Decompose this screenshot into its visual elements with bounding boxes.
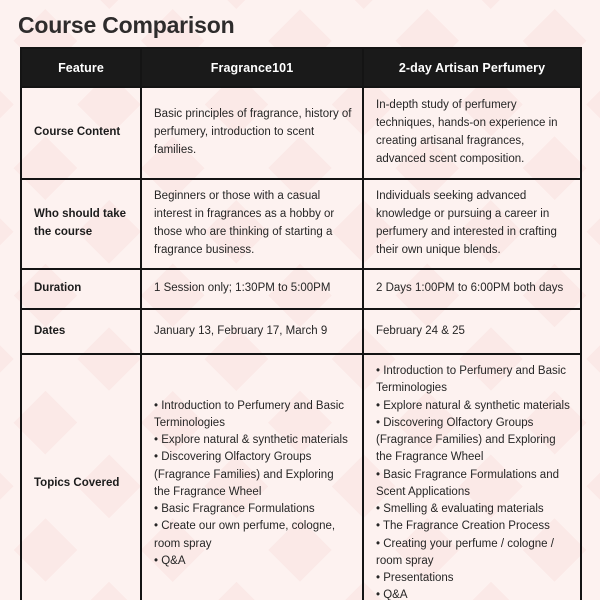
topic-item: • Basic Fragrance Formulations and Scent Applications <box>376 468 559 498</box>
header-cell-artisan-perfumery: 2-day Artisan Perfumery <box>363 48 581 87</box>
topic-item: • Introduction to Perfumery and Basic Terminologies <box>154 399 345 429</box>
header-cell-fragrance101: Fragrance101 <box>141 48 363 87</box>
row-label-who-should-take: Who should take the course <box>21 179 141 269</box>
table-row-who-should-take <box>21 179 581 269</box>
topic-item: • Explore natural & synthetic materials <box>376 399 570 412</box>
page-title: Course Comparison <box>18 12 235 38</box>
table-row-topics-covered <box>21 354 581 600</box>
cell-who-should-take-artisan: Individuals seeking advanced knowledge or pursuing a career in perfumery and interested in crafting their own unique blends. <box>363 179 581 269</box>
cell-who-should-take-fragrance101: Beginners or those with a casual interest in fragrances as a hobby or those who are thinking of starting a fragrance business. <box>141 179 363 269</box>
cell-topics-artisan <box>363 354 581 600</box>
course-comparison-table <box>20 47 582 600</box>
topic-item: • Q&A <box>376 589 408 600</box>
topic-item: • Smelling & evaluating materials <box>376 503 544 515</box>
topic-item: • Discovering Olfactory Groups (Fragrance Families) and Exploring the Fragrance Wheel <box>154 451 334 498</box>
topic-item: • Creating your perfume / cologne / room spray <box>376 537 554 567</box>
cell-duration-artisan: 2 Days 1:00PM to 6:00PM both days <box>363 269 581 309</box>
topic-item: • Q&A <box>154 554 186 567</box>
cell-topics-fragrance101 <box>141 354 363 600</box>
header-cell-feature: Feature <box>21 48 141 87</box>
topic-item: • Introduction to Perfumery and Basic Terminologies <box>376 365 567 395</box>
row-label-course-content: Course Content <box>21 87 141 179</box>
row-label-dates: Dates <box>21 309 141 354</box>
topic-item: • Explore natural & synthetic materials <box>154 434 348 446</box>
row-label-duration: Duration <box>21 269 141 309</box>
table-row-duration <box>21 269 581 309</box>
cell-course-content-artisan: In-depth study of perfumery techniques, hands-on experience in creating artisanal fragrances, advanced scent composition. <box>363 87 581 179</box>
table-header-row <box>21 48 581 87</box>
topic-item: • Create our own perfume, cologne, room spray <box>154 520 336 550</box>
cell-dates-artisan: February 24 & 25 <box>363 309 581 354</box>
table-row-dates <box>21 309 581 354</box>
topic-item: • Presentations <box>376 572 454 584</box>
cell-dates-fragrance101: January 13, February 17, March 9 <box>141 309 363 354</box>
topic-item: • Discovering Olfactory Groups (Fragrance Families) and Exploring the Fragrance Wheel <box>376 416 556 464</box>
cell-course-content-fragrance101: Basic principles of fragrance, history of perfumery, introduction to scent families. <box>141 87 363 179</box>
topic-item: • Basic Fragrance Formulations <box>154 503 315 515</box>
row-label-topics-covered: Topics Covered <box>21 354 141 600</box>
table-row-course-content <box>21 87 581 179</box>
topic-item: • The Fragrance Creation Process <box>376 520 550 533</box>
cell-duration-fragrance101: 1 Session only; 1:30PM to 5:00PM <box>141 269 363 309</box>
